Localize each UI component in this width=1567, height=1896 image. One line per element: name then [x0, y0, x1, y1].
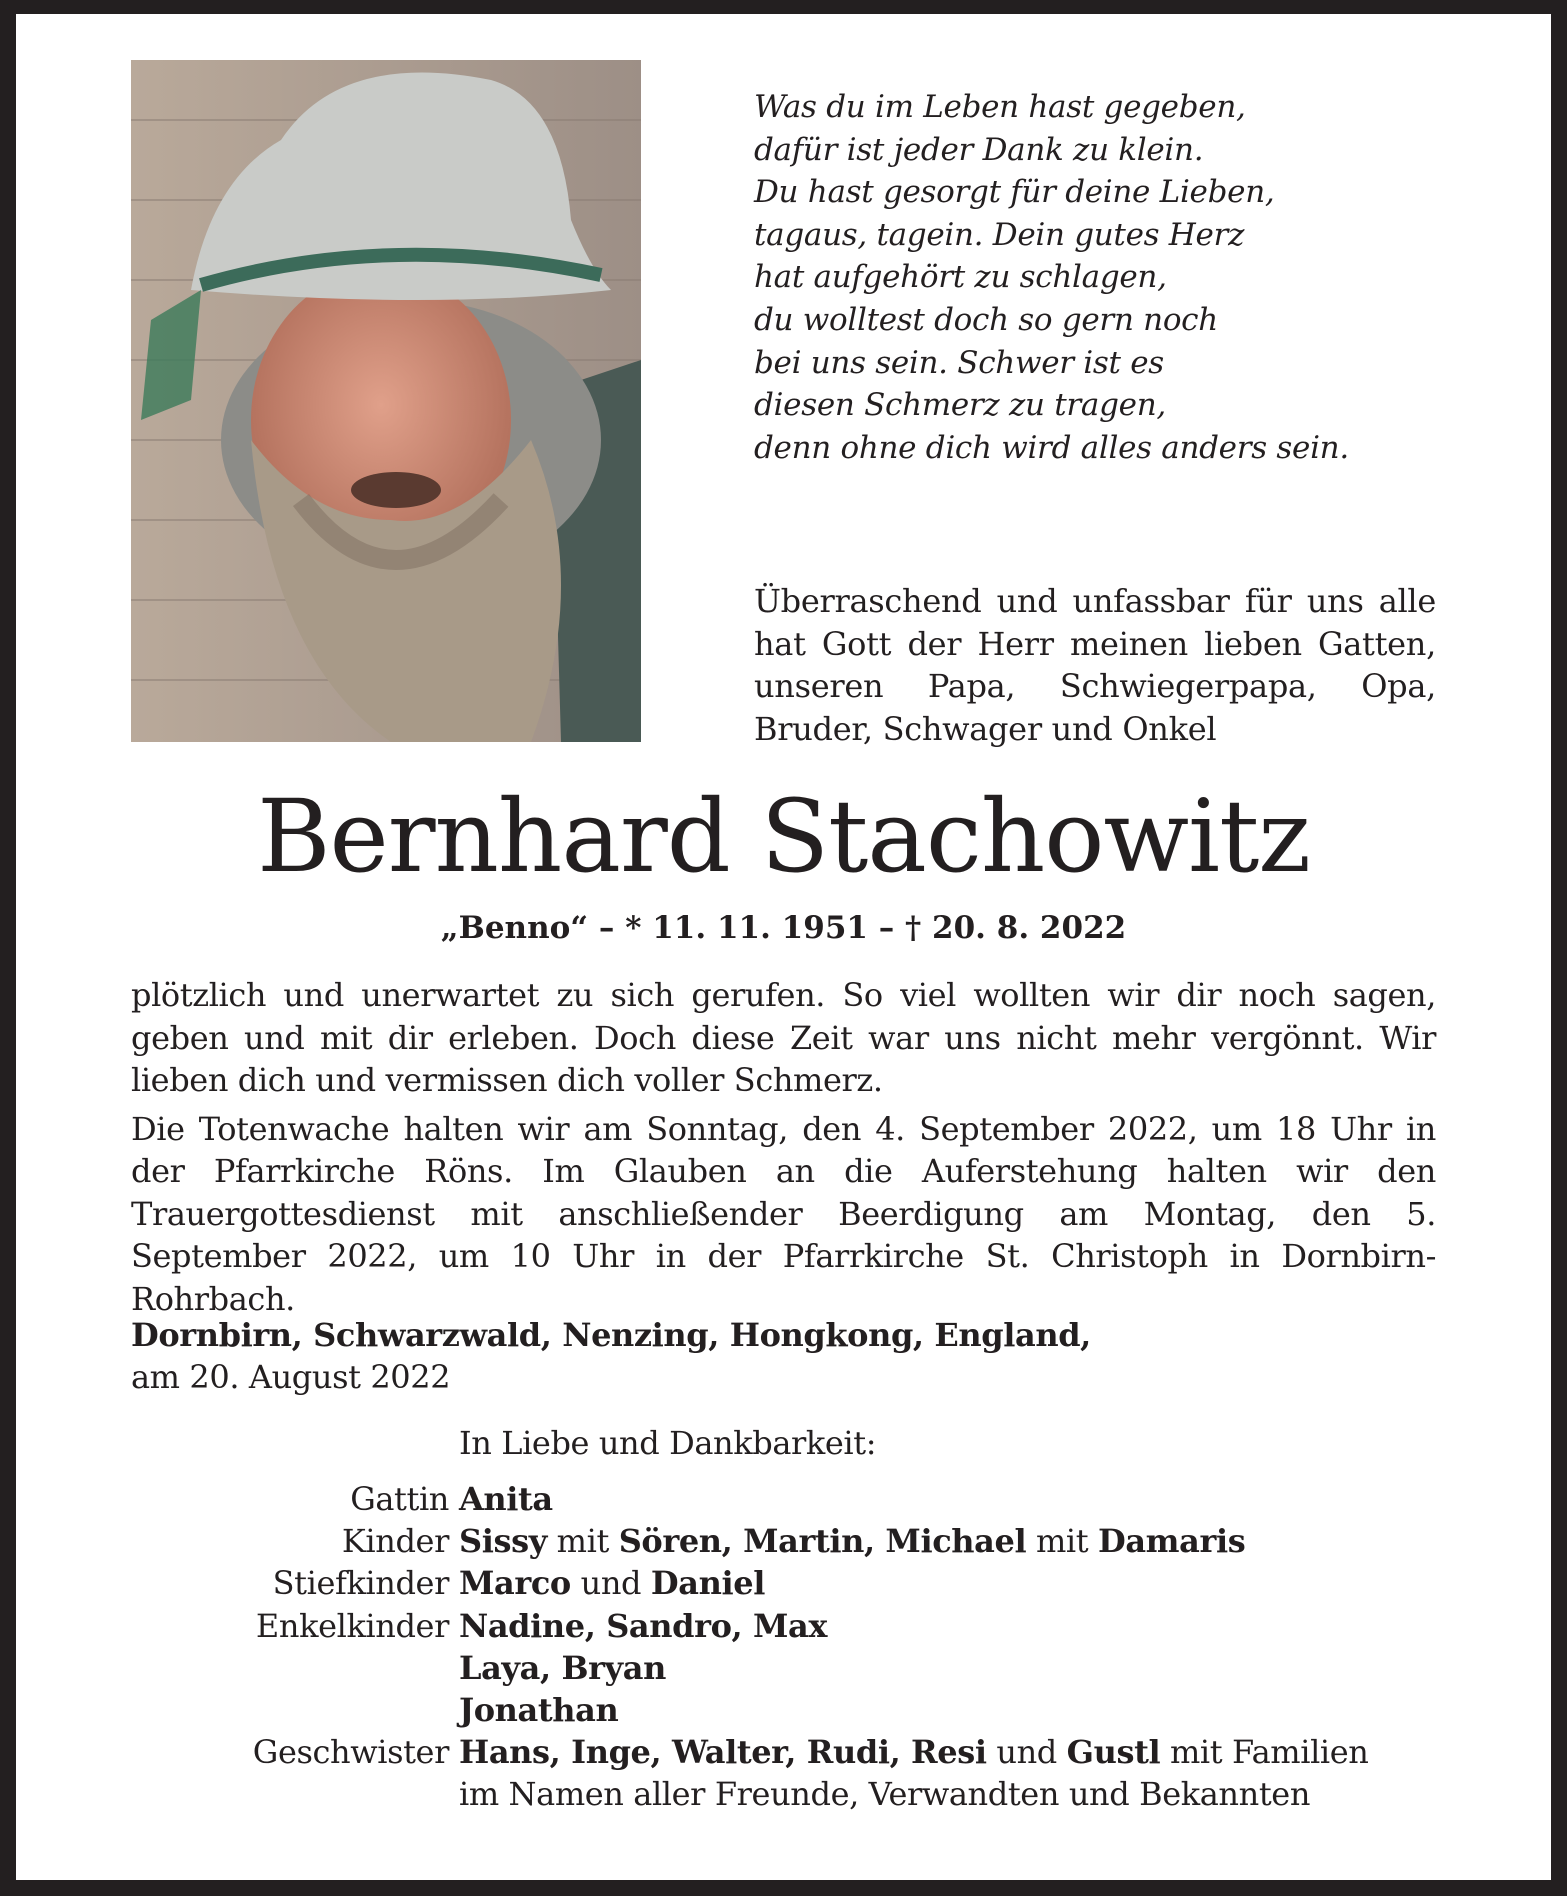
family-row — [131, 1520, 1369, 1562]
family-row — [131, 1478, 1369, 1520]
family-name: Damaris — [1098, 1522, 1246, 1561]
announcement-body — [131, 974, 1436, 1326]
body-paragraph: Die Totenwache halten wir am Sonntag, den 4. September 2022, um 18 Uhr in der Pfarrkirche Röns. Im Glauben an die Auferstehung halten wir den Trauergottesdienst mit anschließender Beerdigung am Montag, den 5. September 2022, um 10 Uhr in der Pfarrkirche St. Christoph in Dornbirn-Rohrbach. — [131, 1109, 1436, 1318]
family-name: Anita — [459, 1480, 553, 1518]
family-name: Hans, Inge, Walter, Rudi, Resi — [459, 1733, 987, 1772]
family-row — [131, 1731, 1369, 1773]
family-row — [131, 1605, 1369, 1647]
relation-label — [131, 1773, 459, 1815]
relation-label — [131, 1689, 459, 1731]
poem — [754, 86, 1349, 469]
poem-line: denn ohne dich wird alles anders sein. — [754, 429, 1349, 466]
family-name: Sören, Martin, Michael — [618, 1522, 1027, 1561]
relation-names — [459, 1647, 666, 1689]
places-block — [131, 1314, 1091, 1398]
relation-names — [459, 1605, 827, 1647]
relation-names — [459, 1731, 1369, 1773]
relation-names — [459, 1562, 765, 1604]
connector-text: mit Familien — [1160, 1733, 1369, 1772]
poem-line: bei uns sein. Schwer ist es — [754, 344, 1164, 381]
relation-names — [459, 1520, 1245, 1562]
poem-line: tagaus, tagein. Dein gutes Herz — [754, 216, 1245, 253]
relation-names — [459, 1689, 618, 1731]
poem-line: hat aufgehört zu schlagen, — [754, 259, 1167, 296]
relation-label: Geschwister — [252, 1733, 449, 1772]
family-row — [131, 1689, 1369, 1731]
family-name: Laya, Bryan — [459, 1648, 666, 1687]
relation-names — [459, 1478, 553, 1520]
family-name: Marco — [459, 1564, 571, 1603]
relation-names — [459, 1773, 1310, 1815]
intro-text: Überraschend und unfassbar für uns alle hat Gott der Herr meinen lieben Gatten, unseren Papa, Schwiegerpapa, Opa, Bruder, Schwager und Onkel — [754, 582, 1436, 748]
poem-line: Du hast gesorgt für deine Lieben, — [754, 174, 1275, 211]
family-name: Daniel — [650, 1564, 765, 1603]
poem-line: du wolltest doch so gern noch — [754, 301, 1218, 338]
poem-line: dafür ist jeder Dank zu klein. — [754, 131, 1204, 168]
family-list — [131, 1478, 1369, 1816]
deceased-name: Bernhard Stachowitz — [257, 778, 1310, 895]
connector-text: und — [986, 1733, 1067, 1772]
family-name: Sissy — [459, 1522, 547, 1561]
family-name: Jonathan — [459, 1691, 619, 1730]
body-paragraph: plötzlich und unerwartet zu sich gerufen. So viel wollten wir dir noch sagen, geben und mit dir erleben. Doch diese Zeit war uns nicht mehr vergönnt. Wir lieben dich und vermissen dich voller Schmerz. — [131, 976, 1436, 1099]
family-row — [131, 1773, 1369, 1815]
thanks-heading: In Liebe und Dankbarkeit: — [459, 1424, 877, 1462]
connector-text: mit — [546, 1522, 619, 1561]
relation-label — [131, 1647, 459, 1689]
family-name: Gustl — [1066, 1733, 1161, 1772]
places: Dornbirn, Schwarzwald, Nenzing, Hongkong, England, — [131, 1316, 1091, 1354]
relation-label: Kinder — [341, 1522, 449, 1561]
place-date: am 20. August 2022 — [131, 1358, 451, 1396]
nickname-and-dates: „Benno“ – * 11. 11. 1951 – † 20. 8. 2022 — [440, 910, 1127, 946]
poem-line: diesen Schmerz zu tragen, — [754, 387, 1166, 424]
connector-text: im Namen aller Freunde, Verwandten und Bekannten — [459, 1775, 1311, 1814]
connector-text: und — [570, 1564, 651, 1603]
relation-label: Stiefkinder — [272, 1564, 449, 1603]
family-name: Nadine, Sandro, Max — [459, 1606, 828, 1645]
portrait-photo — [131, 60, 641, 742]
family-row — [131, 1562, 1369, 1604]
connector-text: mit — [1026, 1522, 1098, 1561]
relation-label: Gattin — [350, 1480, 449, 1518]
poem-line: Was du im Leben hast gegeben, — [754, 89, 1246, 125]
relation-label: Enkelkinder — [255, 1606, 449, 1645]
family-row — [131, 1647, 1369, 1689]
